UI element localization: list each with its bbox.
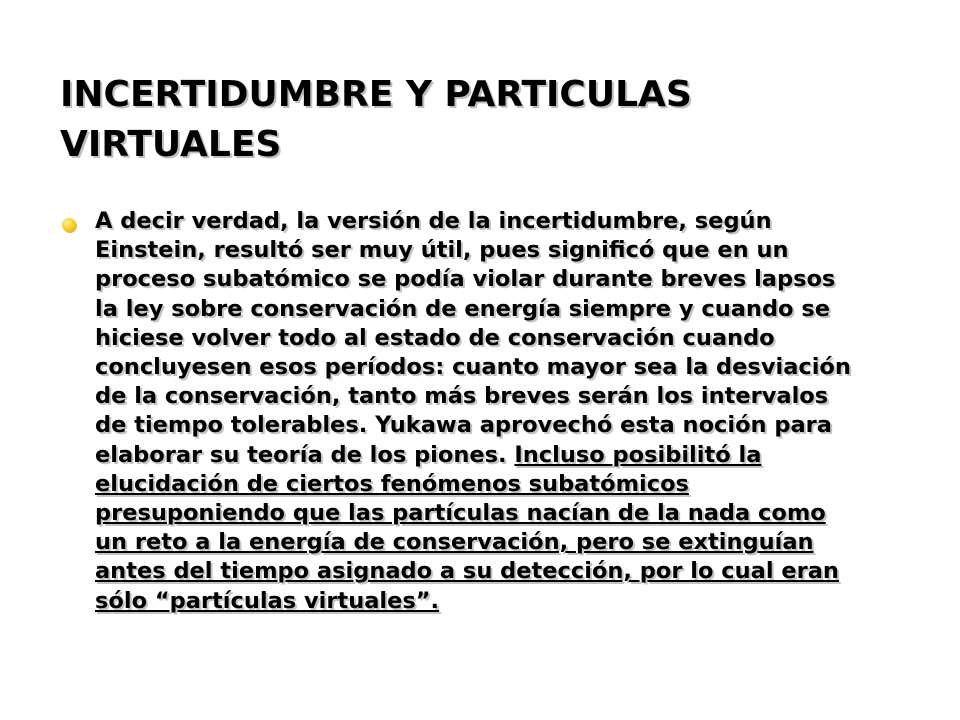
bullet-dot-icon bbox=[62, 218, 76, 232]
underlined-text: sólo “partículas virtuales”. bbox=[95, 587, 440, 614]
slide-body bbox=[60, 207, 910, 616]
paragraph-line: A decir verdad, la versión de la incertidumbre, según bbox=[95, 208, 772, 234]
paragraph-line: proceso subatómico se podía violar durante breves lapsos bbox=[95, 266, 836, 293]
underlined-text: elucidación de ciertos fenómenos subatómicos bbox=[95, 470, 689, 497]
underlined-text: antes del tiempo asignado a su detección, por lo cual eran bbox=[95, 558, 839, 585]
paragraph-line: Einstein, resultó ser muy útil, pues significó que en un bbox=[95, 237, 789, 264]
paragraph-line: concluyesen esos períodos: cuanto mayor sea la desviación bbox=[95, 354, 851, 381]
slide-title bbox=[60, 70, 900, 170]
title-line-2: VIRTUALES bbox=[60, 124, 282, 165]
underlined-text: un reto a la energía de conservación, pero se extinguían bbox=[95, 529, 814, 556]
paragraph-line: de la conservación, tanto más breves serán los intervalos bbox=[95, 383, 829, 410]
paragraph-line: elaborar su teoría de los piones. bbox=[95, 441, 515, 468]
paragraph-line: de tiempo tolerables. Yukawa aprovechó esta noción para bbox=[95, 412, 832, 439]
bullet-paragraph bbox=[95, 207, 910, 616]
paragraph-line: hiciese volver todo al estado de conservación cuando bbox=[95, 324, 775, 351]
bullet-item bbox=[60, 207, 910, 616]
paragraph-line: la ley sobre conservación de energía siempre y cuando se bbox=[95, 295, 830, 322]
underlined-text: presuponiendo que las partículas nacían de la nada como bbox=[95, 500, 826, 527]
title-line-1: INCERTIDUMBRE Y PARTICULAS bbox=[60, 74, 692, 115]
bullet-marker bbox=[60, 207, 95, 236]
underlined-text: Incluso posibilitó la bbox=[514, 441, 762, 468]
